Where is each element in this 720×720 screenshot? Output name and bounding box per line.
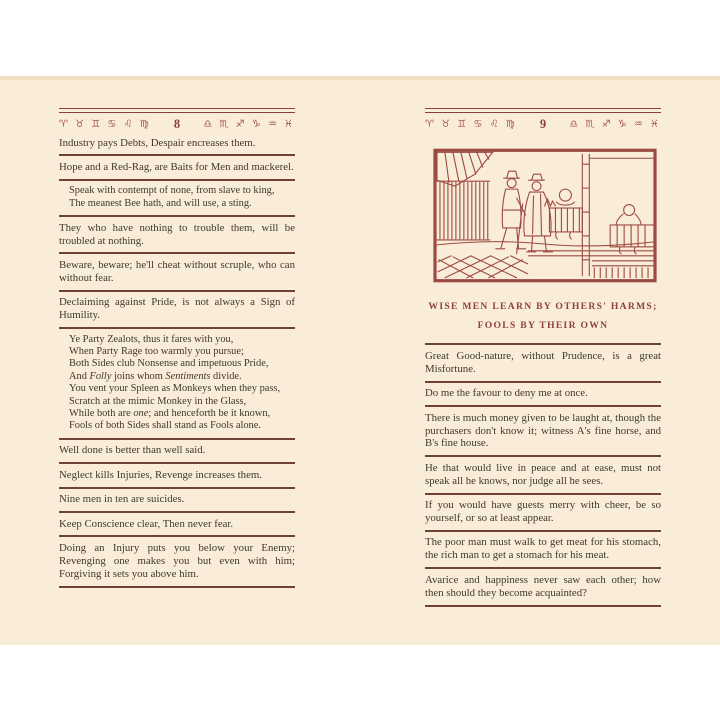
aphorism-entry: He that would live in peace and at ease, must not speak all he knows, nor judge all he sees. [425, 461, 661, 487]
aphorism-entry: Industry pays Debts, Despair encreases them. [59, 136, 256, 149]
page-top-edge [0, 76, 720, 80]
verse-entry [59, 181, 295, 215]
bush [545, 199, 556, 206]
verse-line: And Folly joins whom Sentiments divide. [69, 370, 242, 382]
verse-line: Speak with contempt of none, from slave to king, [69, 185, 275, 197]
page-number: 9 [539, 116, 547, 131]
illustration-caption [425, 298, 661, 335]
aphorism-entry: Great Good-nature, without Prudence, is a great Misfortune. [425, 349, 661, 375]
caption-line-2: FOOLS BY THEIR OWN [477, 319, 609, 331]
header-double-rule [59, 108, 295, 113]
aphorism-entry: There is much money given to be laught at, though the purchasers don't know it; witness A's fine horse, and B's fine house. [425, 411, 661, 450]
verse-entry [59, 329, 295, 438]
page-header [59, 116, 295, 132]
verse-line: While both are one; and henceforth be it known, [69, 408, 271, 419]
aphorism-entry: Doing an Injury puts you below your Enemy; Revenging one makes you but even with him; Forgiving it sets you above him. [59, 541, 295, 580]
separator-rule [425, 605, 661, 607]
woodcut-illustration [433, 148, 657, 283]
verse-line: Scratch at the mimic Monkey in the Glass, [69, 395, 247, 407]
aphorism-entry: Declaiming against Pride, is not always a Sign of Humility. [59, 296, 295, 322]
aphorism-entry: Nine men in ten are suicides. [59, 493, 185, 506]
separator-rule [59, 586, 295, 588]
book-spread [0, 76, 720, 645]
page-number: 8 [173, 116, 181, 131]
verse-line: Ye Party Zealots, thus it fares with you, [69, 333, 234, 345]
page-header [425, 116, 661, 132]
aphorism-entry: Beware, beware; he'll cheat without scruple, who can without fear. [59, 258, 295, 284]
aphorism-list [59, 132, 295, 588]
verse-line: You vent your Spleen as Monkeys when they pass, [69, 383, 281, 395]
aphorism-entry: Well done is better than well said. [59, 444, 206, 457]
pilloried-person-head [559, 189, 571, 201]
left-page [59, 108, 295, 588]
zodiac-ornaments-left-icon: ♈ ♉ ♊ ♋ ♌ ♍ [425, 118, 517, 130]
aphorism-entry: If you would have guests merry with cheer, be so yourself, or so at least appear. [425, 499, 661, 525]
aphorism-entry: Avarice and happiness never saw each other; how then should they become acquainted? [425, 573, 661, 599]
zodiac-ornaments-right-icon: ♎ ♏ ♐ ♑ ♒ ♓ [569, 118, 661, 130]
aphorism-entry: Do me the favour to deny me at once. [425, 387, 588, 400]
aphorism-entry: The poor man must walk to get meat for his stomach, the rich man to get a stomach for his meat. [425, 536, 661, 562]
header-double-rule [425, 108, 661, 113]
fence [437, 181, 490, 240]
aphorism-entry: Neglect kills Injuries, Revenge increases them. [59, 468, 262, 481]
aphorism-entry: They who have nothing to trouble them, will be troubled at nothing. [59, 221, 295, 247]
right-page [425, 108, 661, 607]
aphorism-entry: Hope and a Red-Rag, are Baits for Men and mackerel. [59, 160, 294, 173]
aphorism-list [425, 345, 661, 606]
pillory [549, 154, 654, 275]
second-person-head [624, 205, 635, 216]
verse-line: Both Sides club Nonsense and impetuous Pride, [69, 358, 269, 370]
caption-line-1: WISE MEN LEARN BY OTHERS' HARMS; [428, 301, 658, 312]
zodiac-ornaments-left-icon: ♈ ♉ ♊ ♋ ♌ ♍ [59, 118, 151, 130]
verse-line: Fools of both Sides shall stand as Fools alone. [69, 420, 261, 432]
verse-line: The meanest Bee hath, and will use, a sting. [69, 197, 252, 209]
aphorism-entry: Keep Conscience clear, Then never fear. [59, 517, 234, 530]
zodiac-ornaments-right-icon: ♎ ♏ ♐ ♑ ♒ ♓ [203, 118, 295, 130]
verse-line: When Party Rage too warmly you pursue; [69, 345, 244, 357]
